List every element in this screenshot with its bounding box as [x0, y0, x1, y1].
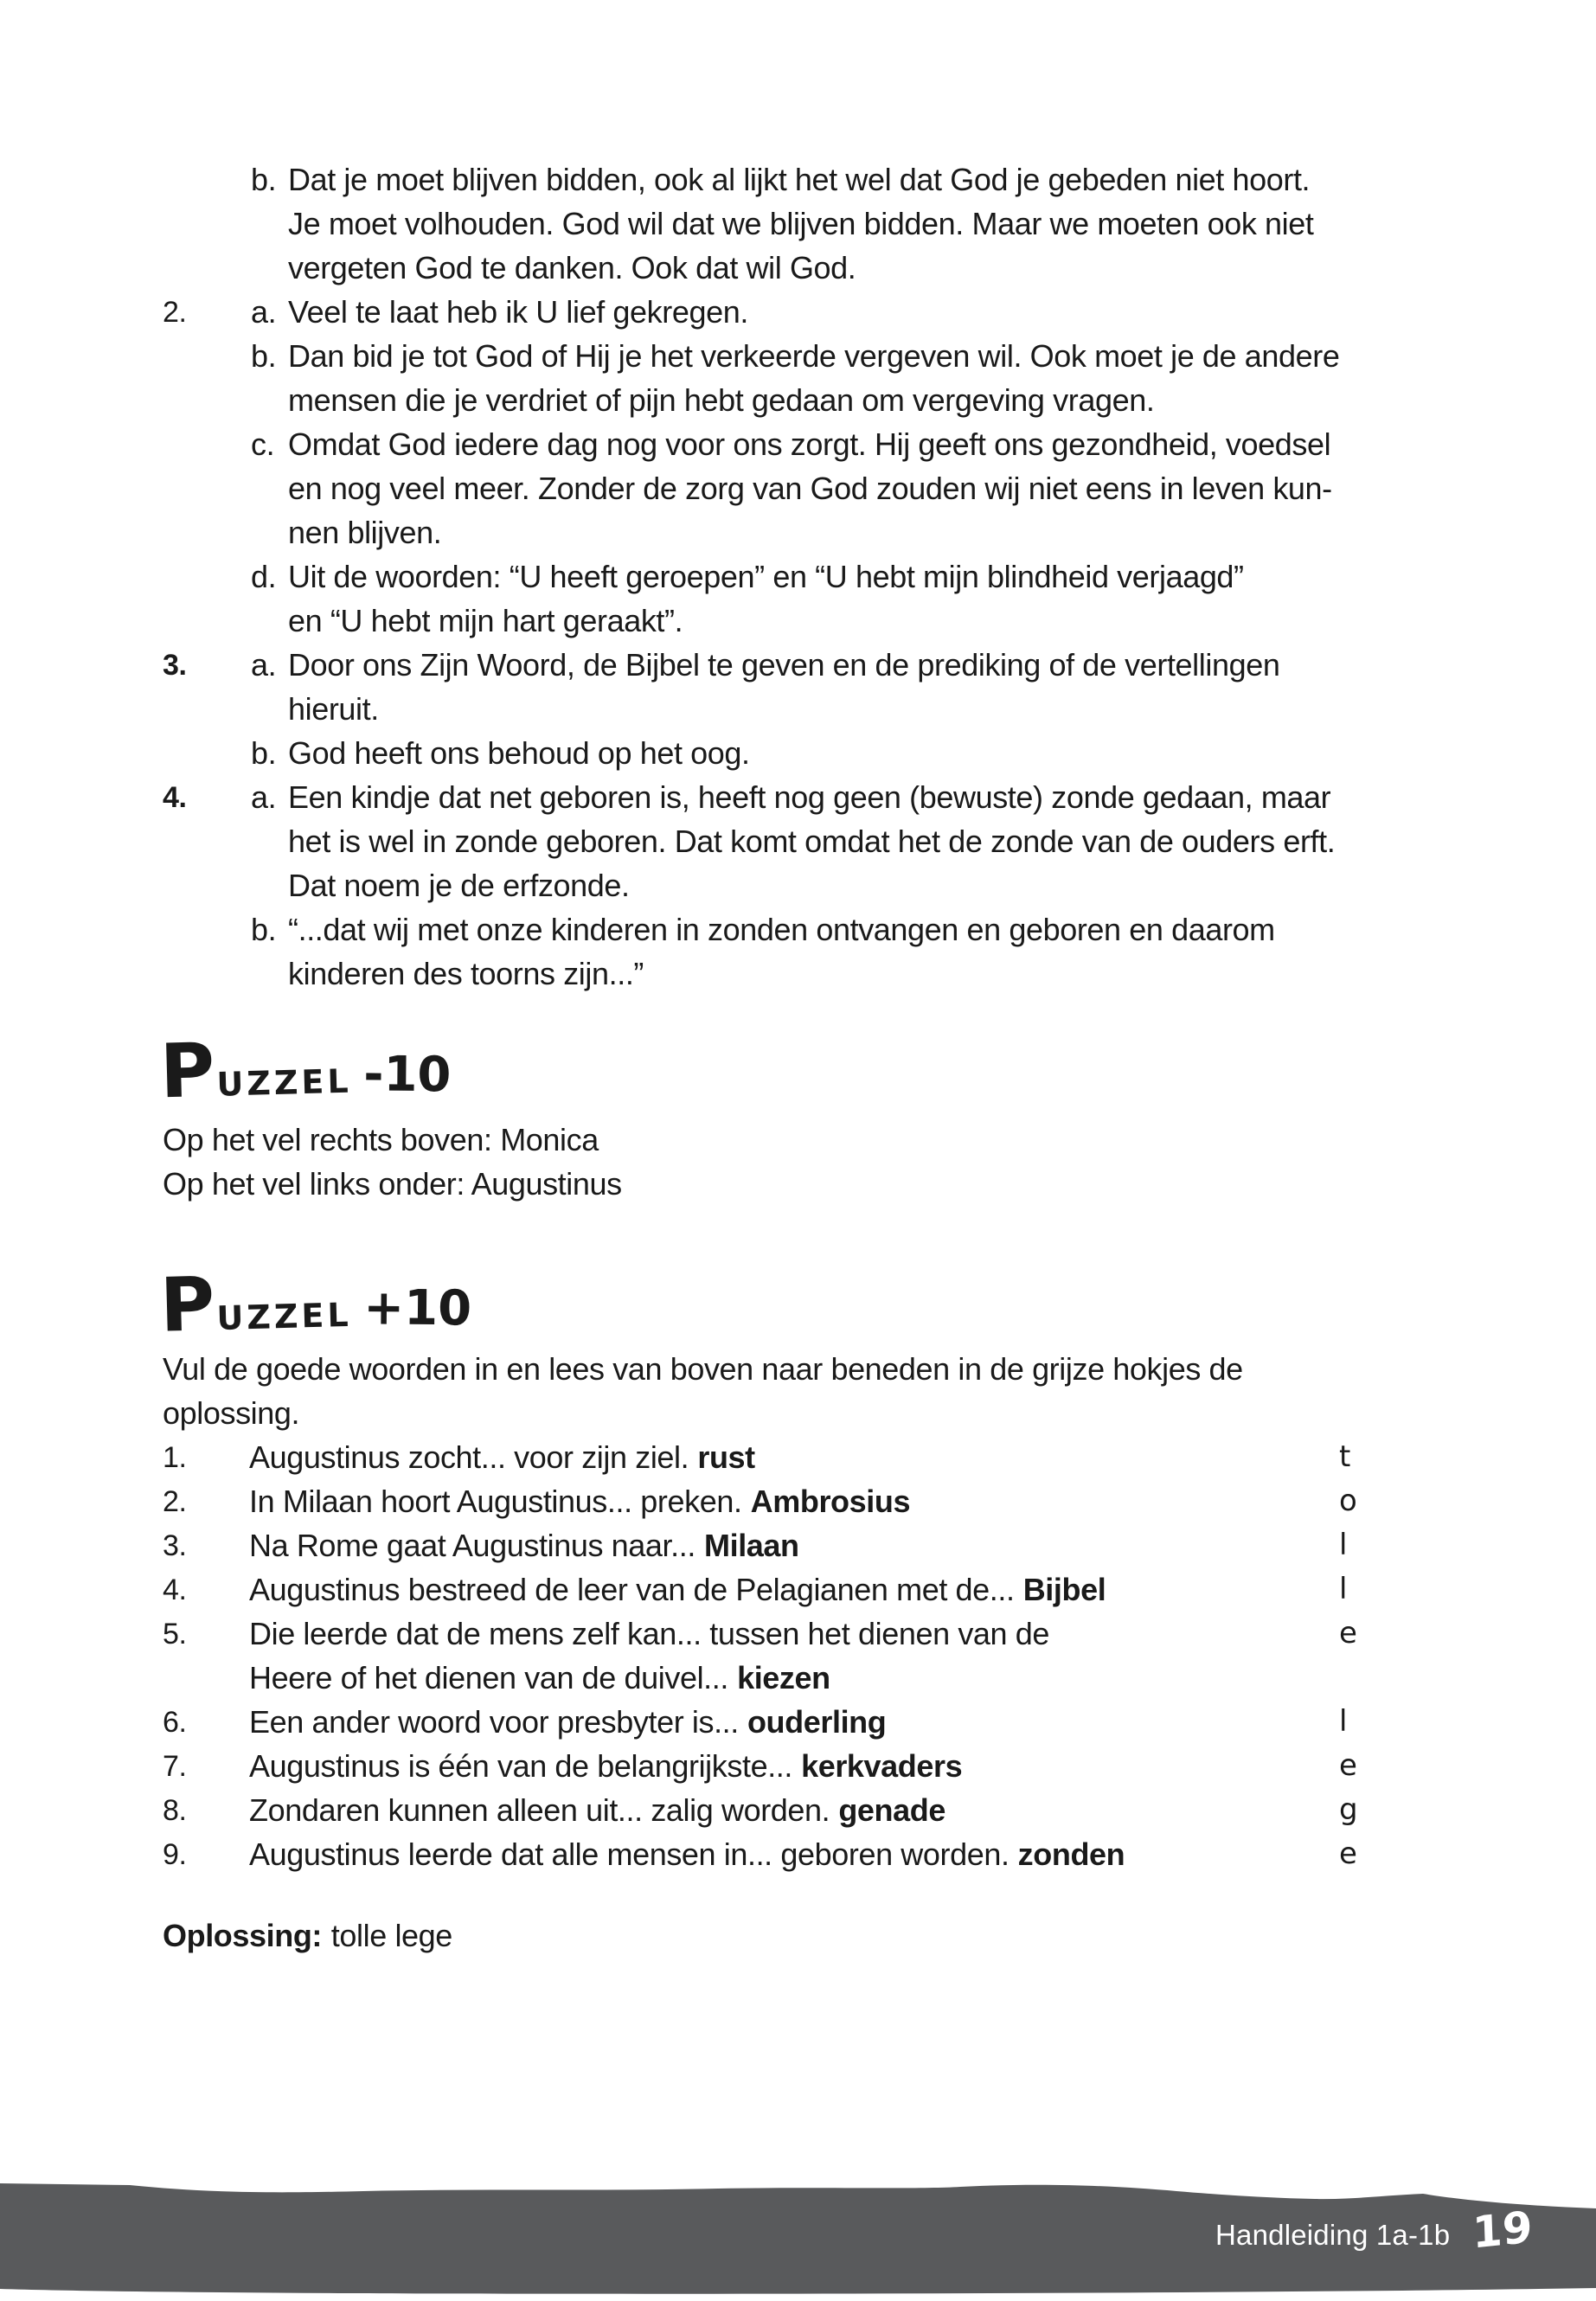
answer-line: [0, 334, 1596, 378]
item-text: mensen die je verdriet of pijn hebt gedaan om vergeving vragen.: [288, 382, 1155, 418]
answer-line: [0, 378, 1596, 422]
clue-text: Augustinus leerde dat alle mensen in... geboren worden. zonden: [249, 1836, 1125, 1872]
clue-text: Heere of het dienen van de duivel... kiezen: [249, 1660, 830, 1695]
item-letter: c.: [251, 426, 275, 462]
heading-suffix: +10: [363, 1279, 472, 1337]
item-letter: a.: [251, 294, 277, 330]
solution-letter: l: [1339, 1572, 1348, 1606]
clue-text: Een ander woord voor presbyter is... ouderling: [249, 1704, 887, 1740]
clue-line: [0, 1656, 1596, 1700]
solution-letter: g: [1339, 1792, 1358, 1827]
footer-page-number: 19: [1471, 2202, 1534, 2259]
footer-title: Handleiding 1a-1b: [1215, 2219, 1451, 2251]
clue-line: [0, 1567, 1596, 1612]
puzzel-plus10-clues: [0, 1435, 1596, 1876]
item-text: Omdat God iedere dag nog voor ons zorgt. Hij geeft ons gezondheid, voedsel: [288, 426, 1331, 462]
solution-letter: e: [1339, 1616, 1357, 1650]
clue-line: [0, 1435, 1596, 1479]
item-text: Dat noem je de erfzonde.: [288, 868, 630, 903]
clue-number: 9.: [163, 1838, 187, 1871]
answer-line: [0, 819, 1596, 863]
item-text: Door ons Zijn Woord, de Bijbel te geven en de prediking of de vertellingen: [288, 647, 1280, 683]
clue-text: Augustinus is één van de belangrijkste... kerkvaders: [249, 1748, 963, 1784]
puzzel-plus10-intro: [0, 1347, 1596, 1435]
item-text: Een kindje dat net geboren is, heeft nog geen (bewuste) zonde gedaan, maar: [288, 779, 1331, 815]
item-letter: b.: [251, 338, 277, 374]
item-text: en “U hebt mijn hart geraakt”.: [288, 603, 683, 638]
clue-text: Na Rome gaat Augustinus naar... Milaan: [249, 1528, 799, 1563]
clue-answer: zonden: [1017, 1836, 1125, 1872]
heading-word: PUZZEL: [158, 1261, 353, 1349]
item-text: “...dat wij met onze kinderen in zonden ontvangen en geboren en daarom: [288, 912, 1275, 947]
item-number: 3.: [163, 649, 187, 682]
clue-answer: rust: [697, 1439, 755, 1475]
item-letter: d.: [251, 559, 277, 594]
answer-line: [0, 554, 1596, 599]
item-text: hieruit.: [288, 691, 379, 727]
item-text: God heeft ons behoud op het oog.: [288, 735, 750, 771]
answer-line: [0, 643, 1596, 687]
solution-letter: l: [1339, 1528, 1348, 1562]
clue-line: [0, 1788, 1596, 1832]
solution-letter: t: [1339, 1439, 1350, 1474]
solution-value: tolle lege: [330, 1918, 452, 1953]
puzzel-min10-heading: [158, 1027, 452, 1116]
clue-answer: Milaan: [704, 1528, 799, 1563]
clue-line: [0, 1700, 1596, 1744]
clue-number: 1.: [163, 1441, 187, 1474]
clue-answer: ouderling: [747, 1704, 887, 1740]
clue-number: 7.: [163, 1750, 187, 1783]
item-number: 4.: [163, 781, 187, 814]
heading-suffix: -10: [363, 1046, 452, 1104]
answer-line: [0, 290, 1596, 334]
item-text: nen blijven.: [288, 515, 442, 550]
clue-line: [0, 1744, 1596, 1788]
answer-line: [0, 731, 1596, 775]
solution-letter: l: [1339, 1704, 1348, 1739]
answer-line: [0, 907, 1596, 952]
item-text: Uit de woorden: “U heeft geroepen” en “U hebt mijn blindheid verjaagd”: [288, 559, 1244, 594]
puzzel-min10-line: Op het vel links onder: Augustinus: [163, 1166, 622, 1202]
solution-letter: e: [1339, 1836, 1357, 1871]
clue-answer: Ambrosius: [750, 1484, 911, 1519]
clue-text: Die leerde dat de mens zelf kan... tussen het dienen van de: [249, 1616, 1050, 1651]
item-text: en nog veel meer. Zonder de zorg van God zouden wij niet eens in leven kun-: [288, 471, 1332, 506]
clue-text: In Milaan hoort Augustinus... preken. Ambrosius: [249, 1484, 911, 1519]
answer-line: [0, 863, 1596, 907]
answer-line: [0, 246, 1596, 290]
clue-answer: Bijbel: [1022, 1572, 1106, 1607]
solution-letter: o: [1339, 1484, 1357, 1518]
answer-line: [0, 202, 1596, 246]
answer-line: [0, 952, 1596, 996]
clue-line: [0, 1832, 1596, 1876]
answer-line: [0, 510, 1596, 554]
item-text: Dat je moet blijven bidden, ook al lijkt het wel dat God je gebeden niet hoort.: [288, 162, 1311, 197]
item-text: het is wel in zonde geboren. Dat komt omdat het de zonde van de ouders erft.: [288, 824, 1336, 859]
item-letter: b.: [251, 162, 277, 197]
answer-line: [0, 422, 1596, 466]
item-text: Je moet volhouden. God wil dat we blijven bidden. Maar we moeten ook niet: [288, 206, 1314, 241]
item-letter: b.: [251, 912, 277, 947]
clue-text: Augustinus bestreed de leer van de Pelagianen met de... Bijbel: [249, 1572, 1106, 1607]
item-text: vergeten God te danken. Ook dat wil God.: [288, 250, 856, 285]
item-letter: b.: [251, 735, 277, 771]
item-text: Dan bid je tot God of Hij je het verkeerde vergeven wil. Ook moet je de andere: [288, 338, 1340, 374]
clue-number: 2.: [163, 1485, 187, 1518]
answer-line: [0, 466, 1596, 510]
clue-answer: genade: [838, 1792, 945, 1828]
item-number: 2.: [163, 296, 187, 329]
clue-text: Zondaren kunnen alleen uit... zalig worden. genade: [249, 1792, 945, 1828]
item-text: Veel te laat heb ik U lief gekregen.: [288, 294, 748, 330]
item-letter: a.: [251, 779, 277, 815]
clue-answer: kiezen: [737, 1660, 830, 1695]
puzzel-min10-line: Op het vel rechts boven: Monica: [163, 1122, 599, 1157]
clue-number: 8.: [163, 1794, 187, 1827]
heading-word: PUZZEL: [158, 1027, 353, 1116]
solution-letter: e: [1339, 1748, 1357, 1783]
clue-text: Augustinus zocht... voor zijn ziel. rust: [249, 1439, 755, 1475]
puzzel-plus10-heading: [158, 1260, 472, 1349]
clue-number: 6.: [163, 1706, 187, 1739]
clue-number: 3.: [163, 1529, 187, 1562]
clue-number: 4.: [163, 1574, 187, 1606]
intro-line: oplossing.: [163, 1395, 300, 1431]
answer-line: [0, 157, 1596, 202]
intro-line: Vul de goede woorden in en lees van boven naar beneden in de grijze hokjes de: [163, 1351, 1243, 1387]
item-letter: a.: [251, 647, 277, 683]
answers-list: [0, 157, 1596, 996]
answer-line: [0, 775, 1596, 819]
clue-number: 5.: [163, 1618, 187, 1650]
solution-line: [163, 1913, 452, 1958]
clue-line: [0, 1479, 1596, 1523]
clue-answer: kerkvaders: [801, 1748, 963, 1784]
item-text: kinderen des toorns zijn...”: [288, 956, 644, 991]
puzzel-min10-answers: [0, 1118, 1596, 1206]
answer-line: [0, 599, 1596, 643]
answer-line: [0, 687, 1596, 731]
solution-label: Oplossing:: [163, 1918, 322, 1953]
clue-line: [0, 1612, 1596, 1656]
clue-line: [0, 1523, 1596, 1567]
